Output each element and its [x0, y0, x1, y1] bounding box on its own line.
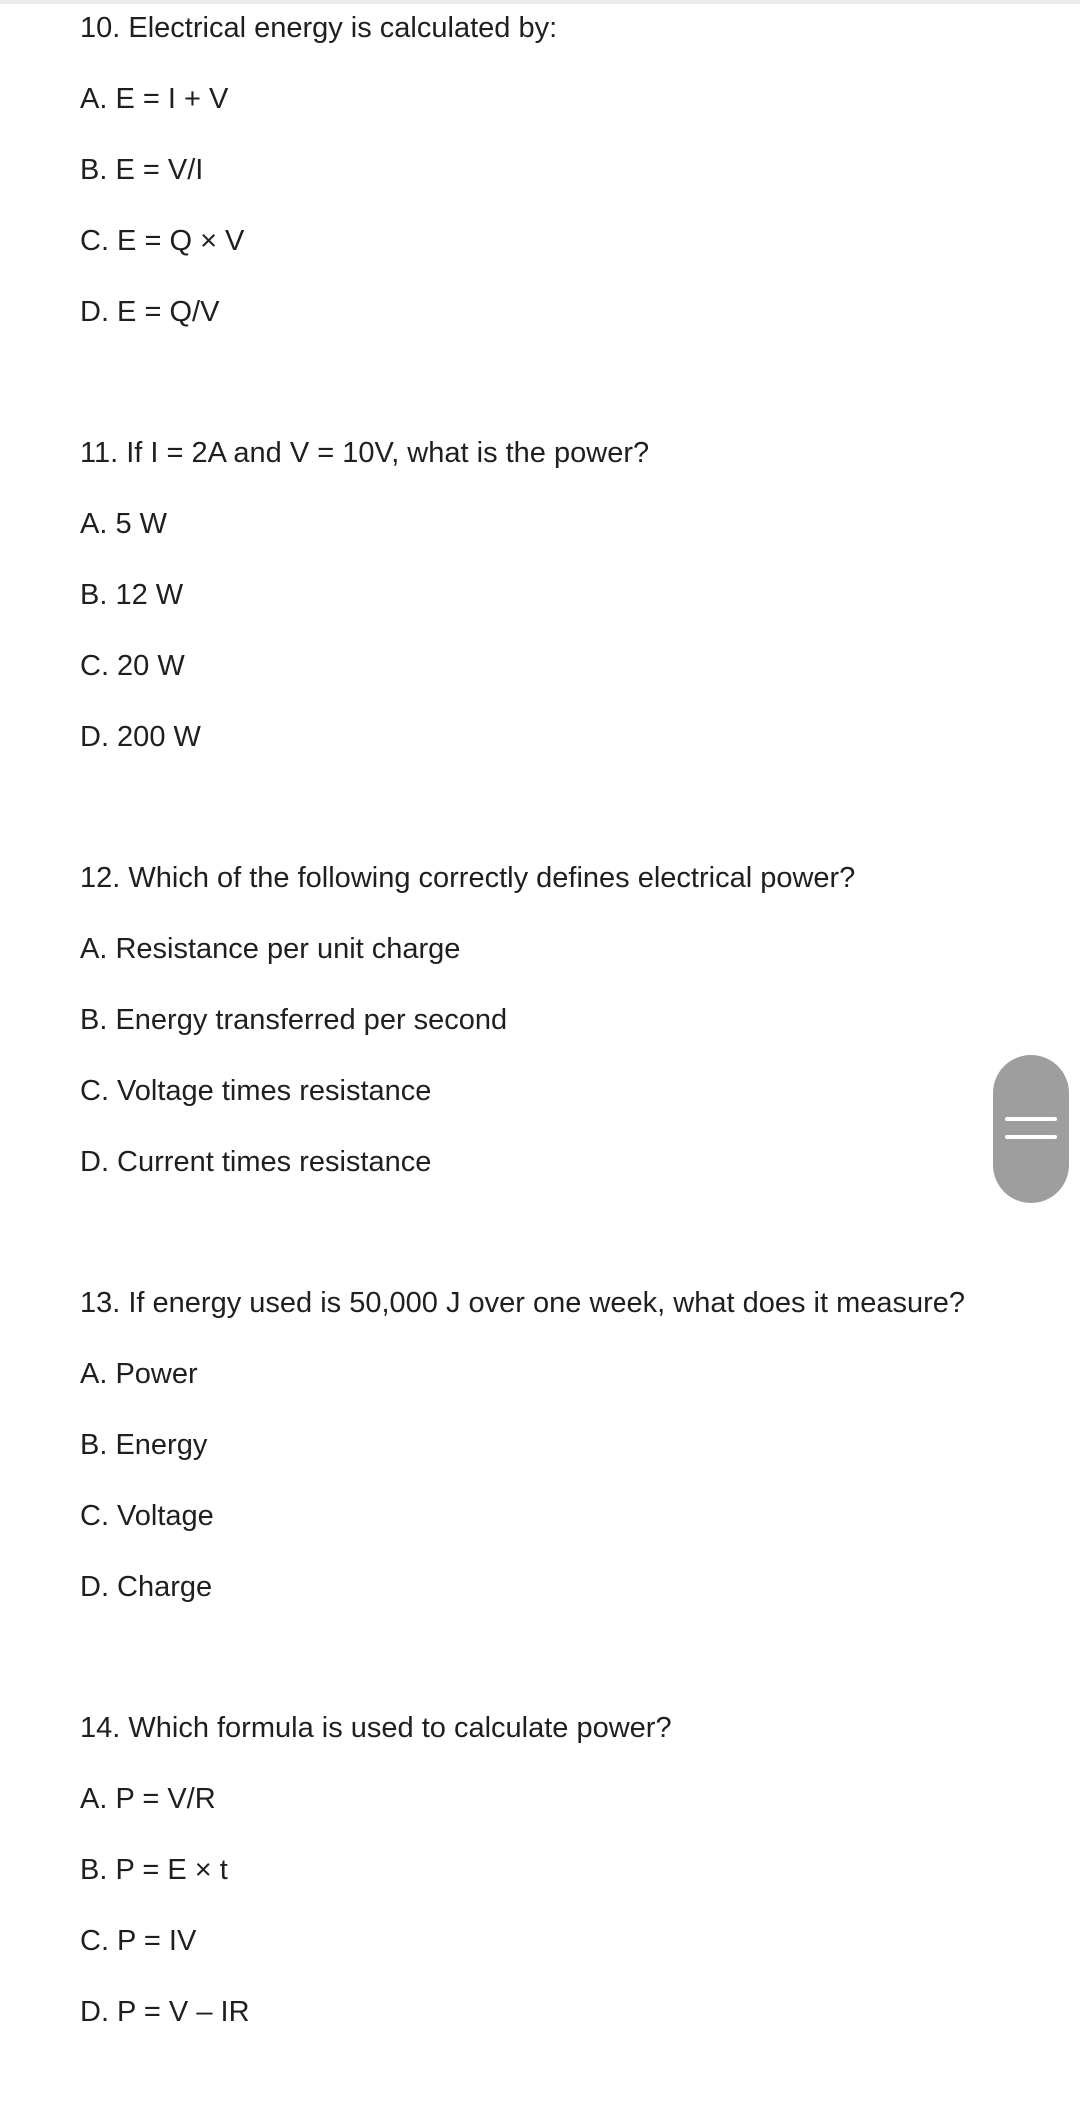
drag-handle-icon [1005, 1135, 1057, 1139]
option-b: B. 12 W [80, 579, 184, 611]
question-11 [80, 425, 1020, 850]
drag-handle-icon [1005, 1117, 1057, 1121]
option-d: D. P = V – IR [80, 1996, 250, 2028]
question-13 [80, 1275, 1020, 1700]
option-c: C. Voltage times resistance [80, 1075, 432, 1107]
option-a: A. P = V/R [80, 1783, 216, 1815]
option-d: D. Charge [80, 1571, 213, 1603]
option-b: B. Energy transferred per second [80, 1004, 508, 1036]
option-a: A. E = I + V [80, 83, 229, 115]
option-d: D. Current times resistance [80, 1146, 432, 1178]
question-14 [80, 1700, 1020, 2125]
option-d: D. E = Q/V [80, 296, 220, 328]
option-c: C. P = IV [80, 1925, 197, 1957]
fast-scroll-handle[interactable] [993, 1055, 1069, 1203]
question-title: 14. Which formula is used to calculate power? [80, 1712, 672, 1744]
option-c: C. 20 W [80, 650, 185, 682]
option-a: A. Power [80, 1358, 198, 1390]
option-b: B. P = E × t [80, 1854, 228, 1886]
option-a: A. 5 W [80, 508, 168, 540]
question-title: 12. Which of the following correctly defines electrical power? [80, 862, 856, 894]
option-b: B. Energy [80, 1429, 208, 1461]
question-title: 13. If energy used is 50,000 J over one week, what does it measure? [80, 1287, 966, 1319]
option-c: C. Voltage [80, 1500, 214, 1532]
question-10 [80, 0, 1020, 425]
document-page[interactable] [80, 0, 1020, 2125]
option-b: B. E = V/I [80, 154, 204, 186]
question-title: 10. Electrical energy is calculated by: [80, 12, 558, 44]
question-title: 11. If I = 2A and V = 10V, what is the power? [80, 437, 650, 469]
question-12 [80, 850, 1020, 1275]
option-c: C. E = Q × V [80, 225, 245, 257]
option-a: A. Resistance per unit charge [80, 933, 461, 965]
option-d: D. 200 W [80, 721, 201, 753]
